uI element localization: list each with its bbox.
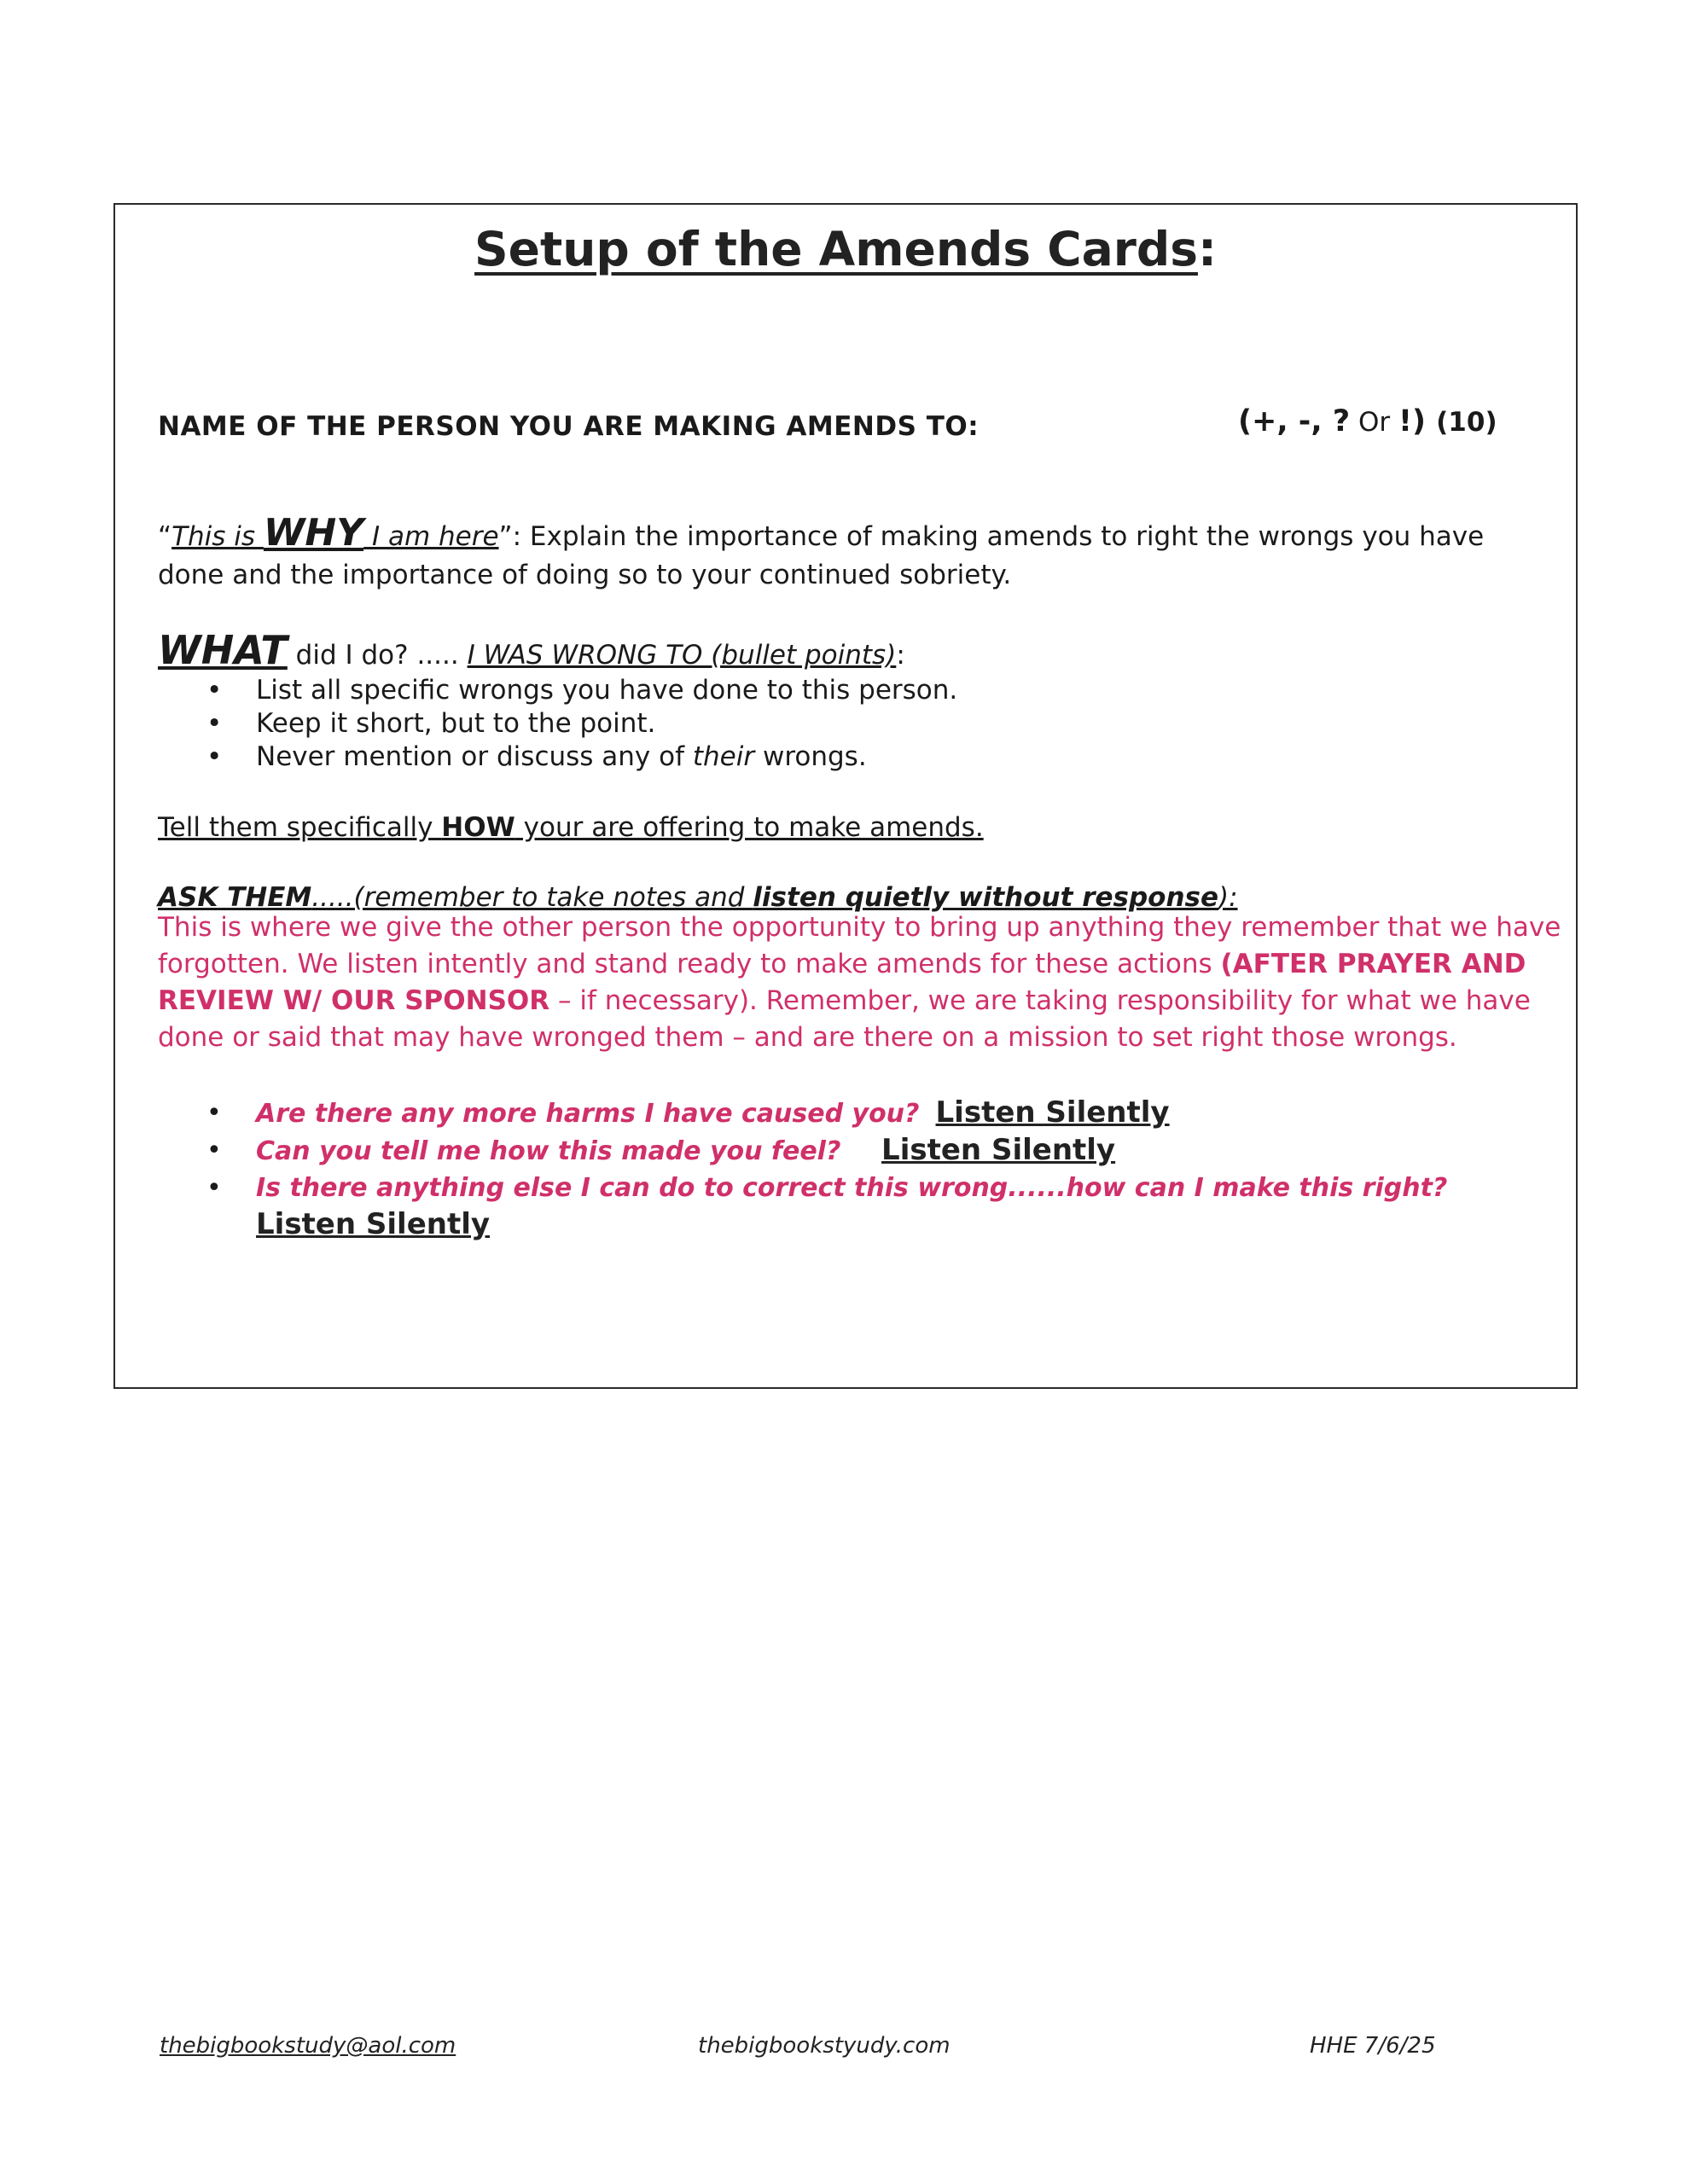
bullet-text: Keep it short, but to the point. — [256, 708, 656, 739]
list-item — [158, 741, 1540, 774]
list-item — [158, 707, 1540, 741]
list-item — [158, 1132, 1557, 1170]
listen-silently-label: Listen Silently — [935, 1095, 1170, 1130]
what-colon: : — [896, 640, 905, 671]
question-text: Are there any more harms I have caused you? — [256, 1099, 920, 1129]
how-keyword: HOW — [441, 812, 515, 843]
rating-score: (10) — [1436, 407, 1497, 438]
how-paragraph — [158, 809, 1540, 847]
why-open-quote: “ — [158, 521, 172, 552]
ask-keyword: ASK THEM — [158, 882, 312, 913]
question-text: Can you tell me how this made you feel? — [256, 1136, 841, 1166]
ask-dots: ..... — [311, 882, 354, 913]
title-text: Setup of the Amends Cards — [474, 222, 1198, 276]
footer-email[interactable]: thebigbookstudy@aol.com — [160, 2033, 456, 2059]
rating-or: Or — [1350, 407, 1398, 438]
bullet-emphasis: their — [692, 741, 755, 772]
listen-silently-label: Listen Silently — [881, 1133, 1116, 1167]
name-field-label: NAME OF THE PERSON YOU ARE MAKING AMENDS TO: — [158, 411, 980, 442]
rating-open: (+, -, — [1238, 404, 1333, 439]
list-item — [158, 674, 1540, 707]
rating-question: ? — [1332, 404, 1351, 439]
rating-close: ) — [1411, 404, 1437, 439]
listen-silently-label: Listen Silently — [256, 1207, 491, 1241]
list-item — [158, 1170, 1557, 1244]
why-explanation: Explain the importance of making amends to right the wrongs you have done and the importance of doing so to your continued sobriety. — [158, 521, 1485, 590]
ask-note — [354, 882, 1238, 913]
how-before: Tell them specifically — [158, 812, 442, 843]
footer-stamp: HHE 7/6/25 — [1310, 2033, 1436, 2059]
list-item — [158, 1095, 1557, 1132]
why-keyword: WHY — [263, 511, 364, 555]
why-paragraph — [158, 511, 1540, 595]
ask-note-after: ): — [1218, 882, 1238, 913]
what-heading — [158, 627, 1540, 675]
ask-note-before: (remember to take notes and — [353, 882, 753, 913]
title-colon: : — [1197, 222, 1217, 276]
bullet-text: List all specific wrongs you have done to this person. — [256, 675, 958, 706]
why-close-quote: ”: — [498, 521, 530, 552]
why-prefix: This is — [172, 521, 264, 552]
page-title — [115, 222, 1576, 276]
ask-para-text: This is where we give the other person the opportunity to bring up anything they remember that we have forgotten. We listen intently and stand ready to make amends for these actions — [158, 912, 1561, 979]
how-after: your are offering to make amends. — [515, 812, 984, 843]
what-bullet-list — [158, 674, 1540, 774]
bullet-text: Never mention or discuss any of — [256, 741, 693, 772]
what-keyword: WHAT — [158, 627, 288, 673]
ask-note-bold: listen quietly without response — [753, 882, 1218, 913]
amends-card-box — [113, 203, 1578, 1389]
what-question: did I do? ..... — [287, 640, 468, 671]
rating-exclaim: ! — [1398, 404, 1412, 439]
rating-scale — [1238, 404, 1497, 439]
what-subheading: I WAS WRONG TO (bullet points) — [467, 640, 897, 671]
ask-paragraph — [158, 909, 1578, 1056]
ask-para-bold: (AFTER PRAYER AND REVIEW W/ OUR SPONSOR — [158, 949, 1526, 1016]
why-suffix: I am here — [363, 521, 499, 552]
question-text: Is there anything else I can do to correct this wrong......how can I make this right? — [256, 1173, 1448, 1203]
ask-question-list — [158, 1095, 1557, 1244]
ask-para-text-end: – if necessary). Remember, we are taking responsibility for what we have done or said that may have wronged them – and are there on a mission to set right those wrongs. — [158, 985, 1531, 1053]
footer-website[interactable]: thebigbookstyudy.com — [698, 2033, 951, 2059]
bullet-text-end: wrongs. — [754, 741, 867, 772]
